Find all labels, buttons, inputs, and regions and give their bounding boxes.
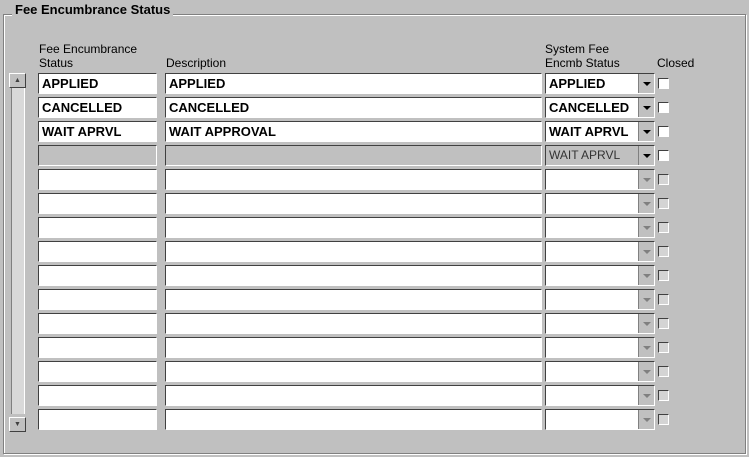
closed-checkbox[interactable] (658, 390, 669, 401)
table-row (0, 73, 749, 95)
table-row (0, 265, 749, 287)
system-fee-encmb-status-select[interactable] (545, 409, 655, 430)
table-row (0, 121, 749, 143)
system-fee-encmb-status-select[interactable] (545, 361, 655, 382)
scroll-up-arrow-icon[interactable]: ▲ (9, 73, 26, 88)
fee-encumbrance-status-field[interactable] (38, 265, 157, 286)
system-fee-encmb-status-select[interactable] (545, 97, 655, 118)
fee-encumbrance-status-field[interactable] (38, 145, 157, 166)
dropdown-arrow-icon[interactable] (638, 242, 654, 261)
table-row (0, 193, 749, 215)
scroll-down-arrow-icon[interactable]: ▼ (9, 417, 26, 432)
description-field[interactable] (165, 145, 542, 166)
fee-encumbrance-status-field[interactable]: APPLIED (38, 73, 157, 94)
table-row (0, 337, 749, 359)
table-row (0, 385, 749, 407)
description-field[interactable]: CANCELLED (165, 97, 542, 118)
table-row (0, 409, 749, 431)
table-row (0, 217, 749, 239)
system-fee-encmb-status-select[interactable] (545, 385, 655, 406)
description-field[interactable] (165, 409, 542, 430)
closed-checkbox[interactable] (658, 414, 669, 425)
system-fee-encmb-status-select[interactable] (545, 193, 655, 214)
fee-encumbrance-status-field[interactable]: CANCELLED (38, 97, 157, 118)
description-field[interactable] (165, 265, 542, 286)
description-field[interactable] (165, 241, 542, 262)
system-fee-encmb-status-select[interactable] (545, 241, 655, 262)
column-header-description: Description (166, 56, 227, 70)
dropdown-arrow-icon[interactable] (638, 74, 654, 93)
dropdown-arrow-icon[interactable] (638, 122, 654, 141)
system-fee-encmb-status-select[interactable] (545, 313, 655, 334)
system-status-value: WAIT APRVL (549, 148, 621, 162)
description-field[interactable] (165, 361, 542, 382)
system-fee-encmb-status-select[interactable] (545, 217, 655, 238)
fee-encumbrance-status-field[interactable] (38, 193, 157, 214)
table-row (0, 169, 749, 191)
closed-checkbox[interactable] (658, 222, 669, 233)
column-header-status (39, 42, 137, 70)
system-status-value: WAIT APRVL (549, 124, 629, 139)
column-header-closed: Closed (657, 56, 695, 70)
table-row (0, 145, 749, 167)
column-header-system-line2: Encmb Status (545, 56, 620, 70)
description-field[interactable] (165, 289, 542, 310)
description-field[interactable]: WAIT APPROVAL (165, 121, 542, 142)
table-row (0, 241, 749, 263)
closed-checkbox[interactable] (658, 270, 669, 281)
description-field[interactable] (165, 337, 542, 358)
dropdown-arrow-icon[interactable] (638, 146, 654, 165)
fee-encumbrance-status-field[interactable] (38, 241, 157, 262)
table-row (0, 97, 749, 119)
dropdown-arrow-icon[interactable] (638, 386, 654, 405)
table-row (0, 313, 749, 335)
fee-encumbrance-status-field[interactable] (38, 361, 157, 382)
closed-checkbox[interactable] (658, 366, 669, 377)
description-field[interactable]: APPLIED (165, 73, 542, 94)
closed-checkbox[interactable] (658, 294, 669, 305)
dropdown-arrow-icon[interactable] (638, 290, 654, 309)
fee-encumbrance-status-field[interactable] (38, 385, 157, 406)
system-fee-encmb-status-select[interactable] (545, 145, 655, 166)
closed-checkbox[interactable] (658, 174, 669, 185)
fee-encumbrance-status-field[interactable] (38, 337, 157, 358)
column-header-system-status (545, 42, 620, 70)
fee-encumbrance-status-field[interactable] (38, 409, 157, 430)
system-fee-encmb-status-select[interactable] (545, 73, 655, 94)
closed-checkbox[interactable] (658, 342, 669, 353)
fee-encumbrance-status-field[interactable] (38, 169, 157, 190)
closed-checkbox[interactable] (658, 246, 669, 257)
frame-title: Fee Encumbrance Status (12, 2, 173, 17)
dropdown-arrow-icon[interactable] (638, 98, 654, 117)
closed-checkbox[interactable] (658, 198, 669, 209)
description-field[interactable] (165, 217, 542, 238)
dropdown-arrow-icon[interactable] (638, 218, 654, 237)
closed-checkbox[interactable] (658, 150, 669, 161)
closed-checkbox[interactable] (658, 78, 669, 89)
fee-encumbrance-status-field[interactable] (38, 313, 157, 334)
dropdown-arrow-icon[interactable] (638, 314, 654, 333)
closed-checkbox[interactable] (658, 126, 669, 137)
dropdown-arrow-icon[interactable] (638, 266, 654, 285)
description-field[interactable] (165, 385, 542, 406)
system-status-value: APPLIED (549, 76, 606, 91)
fee-encumbrance-status-field[interactable] (38, 217, 157, 238)
column-header-system-line1: System Fee (545, 42, 610, 56)
system-fee-encmb-status-select[interactable] (545, 289, 655, 310)
closed-checkbox[interactable] (658, 318, 669, 329)
fee-encumbrance-status-field[interactable]: WAIT APRVL (38, 121, 157, 142)
dropdown-arrow-icon[interactable] (638, 362, 654, 381)
closed-checkbox[interactable] (658, 102, 669, 113)
description-field[interactable] (165, 169, 542, 190)
system-fee-encmb-status-select[interactable] (545, 265, 655, 286)
description-field[interactable] (165, 193, 542, 214)
column-header-status-line2: Status (39, 56, 74, 70)
description-field[interactable] (165, 313, 542, 334)
column-header-status-line1: Fee Encumbrance (39, 42, 138, 56)
dropdown-arrow-icon[interactable] (638, 170, 654, 189)
table-row (0, 289, 749, 311)
system-status-value: CANCELLED (549, 100, 630, 115)
dropdown-arrow-icon[interactable] (638, 338, 654, 357)
system-fee-encmb-status-select[interactable] (545, 169, 655, 190)
fee-encumbrance-status-field[interactable] (38, 289, 157, 310)
table-row (0, 361, 749, 383)
system-fee-encmb-status-select[interactable] (545, 337, 655, 358)
system-fee-encmb-status-select[interactable] (545, 121, 655, 142)
dropdown-arrow-icon[interactable] (638, 410, 654, 429)
dropdown-arrow-icon[interactable] (638, 194, 654, 213)
